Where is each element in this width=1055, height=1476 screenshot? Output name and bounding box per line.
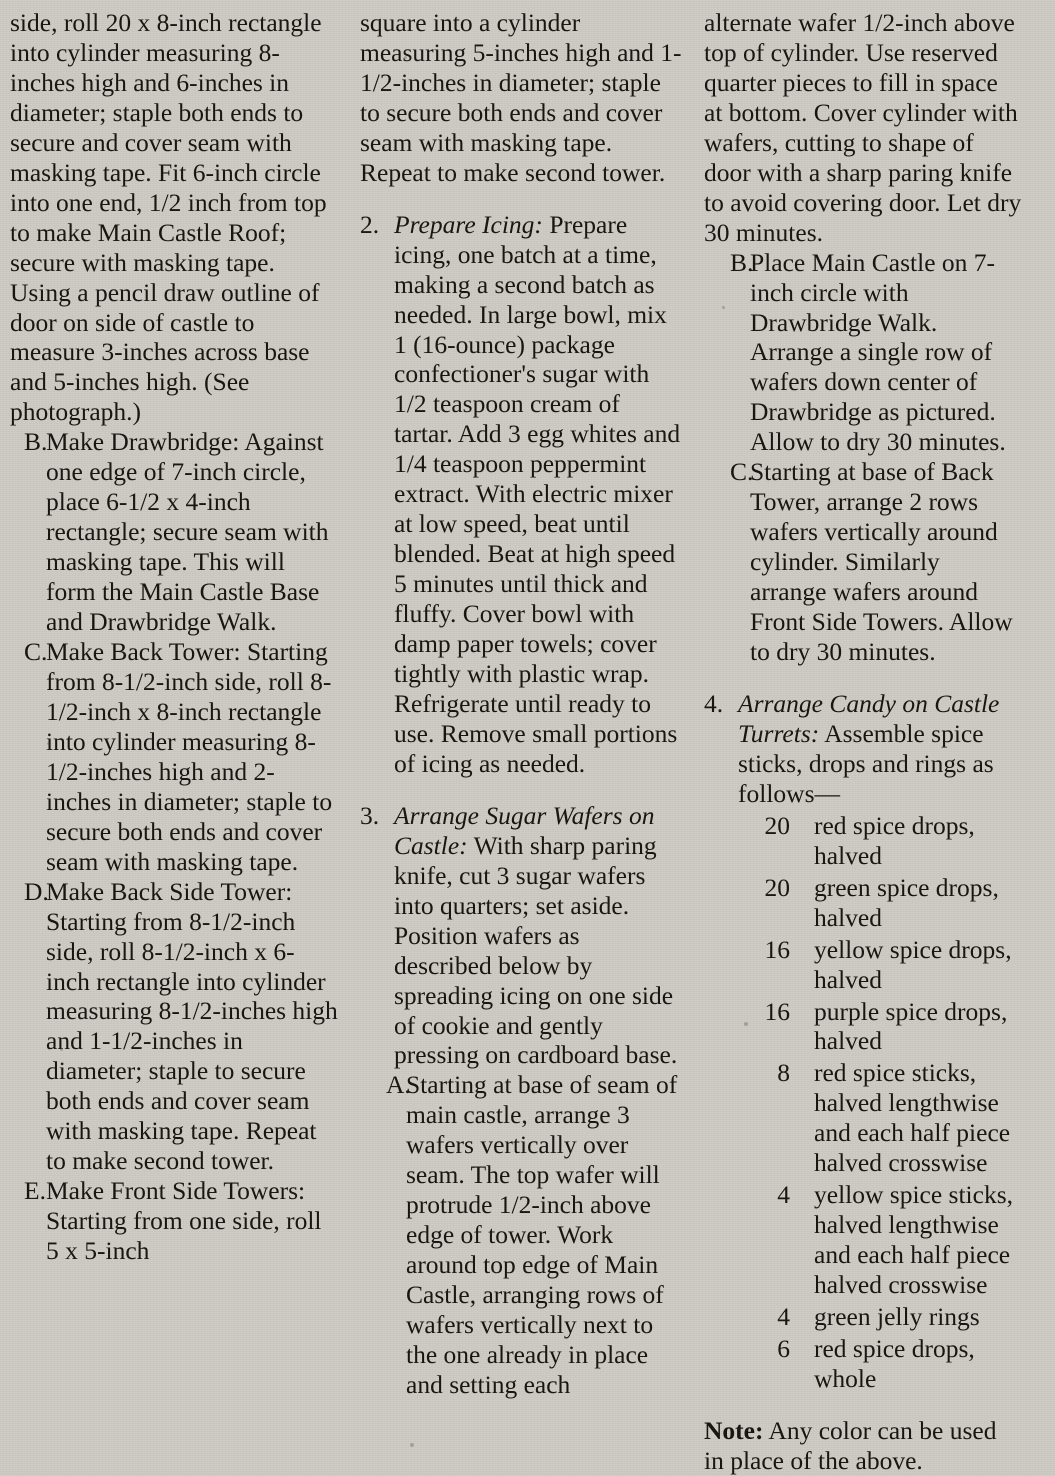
list-item-place-main-castle (704, 248, 1022, 458)
list-item-body (394, 210, 682, 779)
candy-description: yellow spice drops, halved (814, 934, 1012, 994)
candy-quantity: 20 (764, 872, 790, 902)
table-row (704, 1302, 1022, 1334)
candy-description: red spice drops, halved (814, 810, 975, 870)
candy-description: red spice sticks, halved lengthwise and each half piece halved crosswise (814, 1058, 1011, 1178)
candy-quantity: 6 (777, 1333, 790, 1363)
table-row (704, 873, 1022, 935)
list-item-text: Against one edge of 7-inch circle, place 6-1/2 x 4-inch rectangle; secure seam with masking tape. This will form the Main Castle Base and Drawbridge Walk. (46, 427, 329, 637)
note-paragraph (704, 1416, 1022, 1476)
list-item-letter: B. (24, 427, 48, 457)
list-item-number: 3. (360, 800, 380, 830)
list-item-text: Assemble spice sticks, drops and rings as follows— (738, 718, 994, 808)
note-text: Any color can be used in place of the above. (704, 1415, 997, 1475)
list-item-arrange-candy (704, 689, 1022, 809)
continued-paragraph-col2: square into a cylinder measuring 5-inches high and 1-1/2-inches in diameter; staple to secure both ends and cover seam with masking tape. Repeat to make second tower. (360, 8, 682, 187)
candy-quantity: 20 (764, 810, 790, 840)
list-item-text: Starting from 8-1/2-inch side, roll 8-1/2-inch x 6-inch rectangle into cylinder measuring 8-1/2-inches high and 1-1/2-inches in diameter; staple to secure both ends and cover seam with masking tape. Repeat to make second tower. (46, 906, 338, 1176)
table-row (704, 1334, 1022, 1396)
text-column-1 (10, 8, 338, 1468)
list-item-letter: C. (24, 637, 48, 667)
list-item-letter: E. (24, 1176, 46, 1206)
list-item-text: Starting from 8-1/2-inch side, roll 8-1/2-inch x 8-inch rectangle into cylinder measuring 8-1/2-inches high and 2-inches in diameter; staple to secure both ends and cover seam with masking tape. (46, 637, 333, 876)
list-item-title: Prepare Icing: (394, 209, 543, 239)
list-item-text: Starting at base of Back Tower, arrange 2 rows wafers vertically around cylinder. Similarly arrange wafers around Front Side Towers. Allow to dry 30 minutes. (750, 457, 1013, 667)
list-item-letter: A. (386, 1070, 411, 1100)
list-item-wafer-step-a (360, 1070, 682, 1399)
table-row (704, 935, 1022, 997)
list-item-make-back-tower (10, 637, 338, 877)
list-item-back-tower-wafers (704, 457, 1022, 667)
list-item-text: Starting at base of seam of main castle, arrange 3 wafers vertically over seam. The top wafer will protrude 1/2-inch above edge of tower. Work around top edge of Main Castle, arranging rows of wafers vertically next to the one already in place and setting each (406, 1070, 678, 1399)
list-item-arrange-sugar-wafers (360, 801, 682, 1071)
list-item-title: Make Back Tower: (46, 637, 241, 667)
list-item-make-front-side-towers (10, 1176, 338, 1266)
list-item-make-drawbridge (10, 427, 338, 637)
scan-speck (404, 56, 407, 59)
list-item-text: Place Main Castle on 7-inch circle with Drawbridge Walk. Arrange a single row of wafers down center of Drawbridge as pictured. Allow to dry 30 minutes. (750, 247, 1006, 457)
list-item-body (394, 801, 682, 1071)
list-item-body (46, 637, 338, 877)
candy-quantity: 16 (764, 934, 790, 964)
continued-paragraph-col1: side, roll 20 x 8-inch rectangle into cylinder measuring 8-inches high and 6-inches in diameter; staple both ends to secure and cover seam with masking tape. Fit 6-inch circle into one end, 1/2 inch from top to make Main Castle Roof; secure with masking tape. Using a pencil draw outline of door on side of castle to measure 3-inches across base and 5-inches high. (See photograph.) (10, 8, 327, 427)
list-item-body (46, 427, 338, 637)
candy-quantity: 4 (777, 1302, 790, 1332)
list-item-letter: D. (24, 876, 49, 906)
list-item-title: Arrange Candy on Castle Turrets: (738, 688, 1000, 748)
note-label: Note: (704, 1415, 764, 1445)
list-item-body (46, 877, 338, 1177)
scan-speck (60, 1048, 63, 1051)
table-row (704, 1058, 1022, 1180)
scan-speck (47, 742, 51, 745)
scan-speck (410, 1443, 414, 1447)
list-item-title: Make Front Side Towers: (46, 1176, 306, 1206)
list-item-make-back-side-tower (10, 877, 338, 1177)
candy-quantity: 4 (777, 1180, 790, 1210)
candy-table-body (704, 811, 1022, 1396)
candy-description: red spice drops, whole (814, 1333, 975, 1393)
candy-quantity: 8 (777, 1058, 790, 1088)
table-row (704, 811, 1022, 873)
list-item-title: Make Drawbridge: (46, 427, 240, 457)
candy-quantity-table (704, 811, 1022, 1396)
list-item-text: Prepare icing, one batch at a time, making a second batch as needed. In large bowl, mix 1 (16-ounce) package confectioner's sugar with 1/2 teaspoon cream of tartar. Add 3 egg whites and 1/4 teaspoon peppermint extract. With electric mixer at low speed, beat until blended. Beat at high speed 5 minutes until thick and fluffy. Cover bowl with damp paper towels; cover tightly with plastic wrap. Refrigerate until ready to use. Remove small portions of icing as needed. (394, 209, 681, 778)
candy-description: green spice drops, halved (814, 872, 999, 932)
candy-description: purple spice drops, halved (814, 996, 1008, 1056)
list-item-body (46, 1176, 338, 1266)
candy-description: green jelly rings (814, 1302, 980, 1332)
text-column-2 (360, 8, 682, 1468)
list-item-body (738, 689, 1022, 809)
list-item-letter: C. (730, 457, 754, 487)
list-item-text: Starting from one side, roll 5 x 5-inch (46, 1206, 322, 1266)
list-item-letter: B. (730, 247, 754, 277)
scan-speck (722, 306, 725, 309)
list-item-title: Arrange Sugar Wafers on Castle: (394, 800, 655, 860)
scan-speck (744, 1022, 748, 1026)
table-row (704, 1180, 1022, 1302)
candy-quantity: 16 (764, 996, 790, 1026)
text-column-3 (704, 8, 1022, 1475)
list-item-title: Make Back Side Tower: (46, 876, 293, 906)
continued-paragraph-col3: alternate wafer 1/2-inch above top of cylinder. Use reserved quarter pieces to fill in space at bottom. Cover cylinder with wafers, cutting to shape of door with a sharp paring knife to avoid covering door. Let dry 30 minutes. (704, 8, 1022, 247)
list-item-text: With sharp paring knife, cut 3 sugar wafers into quarters; set aside. Position wafers as described below by spreading icing on one side of cookie and gently pressing on cardboard base. (394, 830, 678, 1070)
list-item-number: 2. (360, 209, 380, 239)
candy-description: yellow spice sticks, halved lengthwise and each half piece halved crosswise (814, 1180, 1014, 1300)
list-item-number: 4. (704, 688, 724, 718)
table-row (704, 997, 1022, 1059)
list-item-prepare-icing (360, 210, 682, 779)
